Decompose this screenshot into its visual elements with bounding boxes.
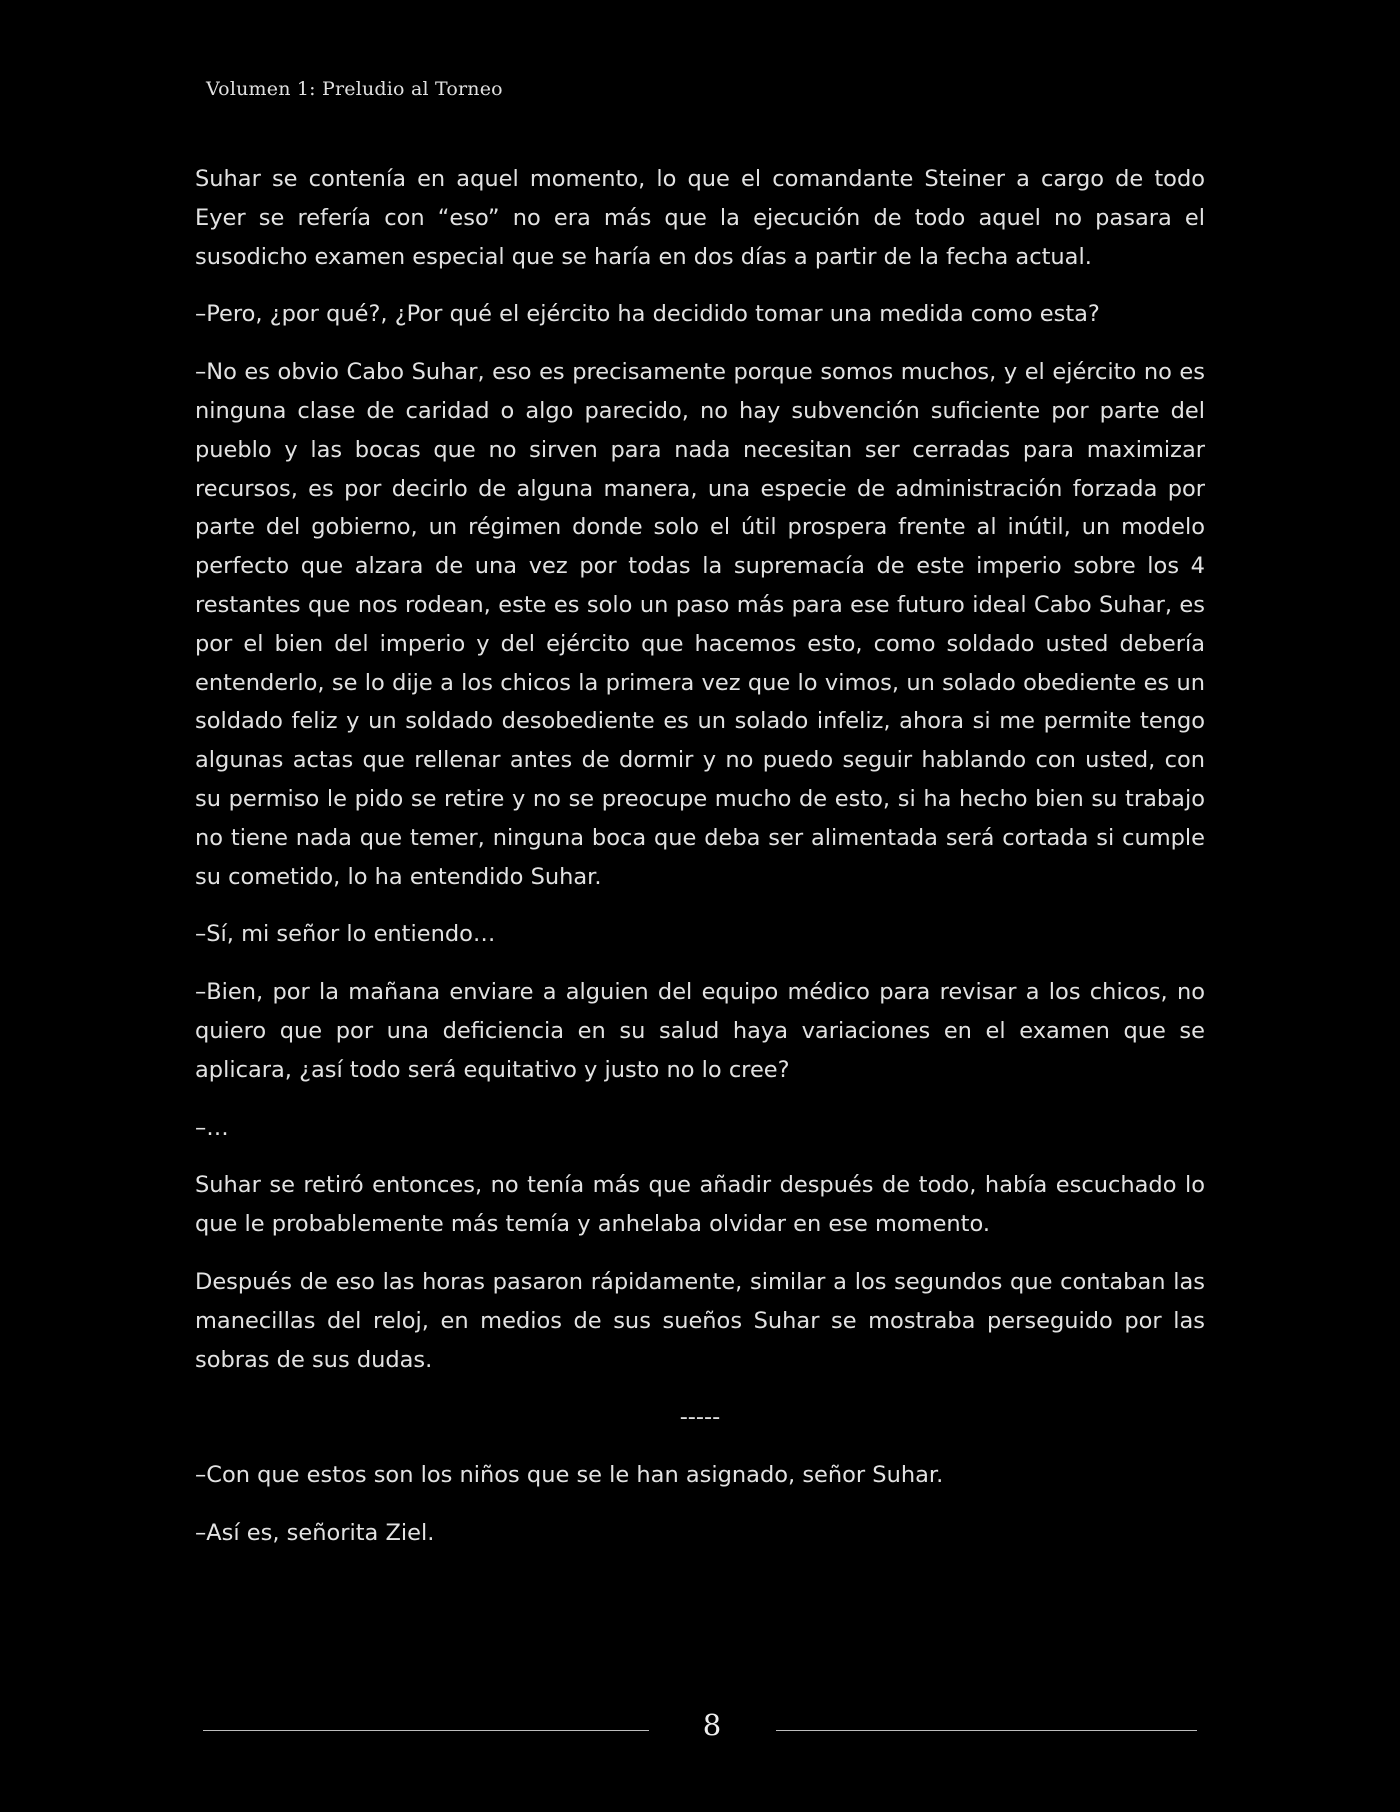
dialogue-line: –No es obvio Cabo Suhar, eso es precisamente porque somos muchos, y el ejército no es ninguna clase de caridad o algo parecido, no hay subvención suficiente por parte del pueblo y las bocas que no sirven para nada necesitan ser cerradas para maximizar recursos, es por decirlo de alguna manera, una especie de administración forzada por parte del gobierno, un régimen donde solo el útil prospera frente al inútil, un modelo perfecto que alzara de una vez por todas la supremacía de este imperio sobre los 4 restantes que nos rodean, este es solo un paso más para ese futuro ideal Cabo Suhar, es por el bien del imperio y del ejército que hacemos esto, como soldado usted debería entenderlo, se lo dije a los chicos la primera vez que lo vimos, un solado obediente es un soldado feliz y un soldado desobediente es un solado infeliz, ahora si me permite tengo algunas actas que rellenar antes de dormir y no puedo seguir hablando con usted, con su permiso le pido se retire y no se preocupe mucho de esto, si ha hecho bien su trabajo no tiene nada que temer, ninguna boca que deba ser alimentada será cortada si cumple su cometido, lo ha entendido Suhar. bbox=[195, 359, 1205, 890]
running-header: Volumen 1: Preludio al Torneo bbox=[206, 78, 503, 100]
dialogue-line: –Con que estos son los niños que se le han asignado, señor Suhar. bbox=[195, 1462, 944, 1489]
footer-rule-right bbox=[776, 1730, 1197, 1731]
dialogue-line: –Sí, mi señor lo entiendo… bbox=[195, 921, 496, 948]
dialogue-line: –Bien, por la mañana enviare a alguien del equipo médico para revisar a los chicos, no quiero que por una deficiencia en su salud haya variaciones en el examen que se aplicara, ¿así todo será equitativo y justo no lo cree? bbox=[195, 979, 1205, 1083]
body-text bbox=[195, 160, 1205, 1572]
footer-rule-left bbox=[203, 1730, 649, 1731]
paragraph: Suhar se contenía en aquel momento, lo que el comandante Steiner a cargo de todo Eyer se refería con “eso” no era más que la ejecución de todo aquel no pasara el susodicho examen especial que se haría en dos días a partir de la fecha actual. bbox=[195, 166, 1205, 270]
paragraph: Suhar se retiró entonces, no tenía más que añadir después de todo, había escuchado lo que le probablemente más temía y anhelaba olvidar en ese momento. bbox=[195, 1172, 1205, 1238]
dialogue-line: –Pero, ¿por qué?, ¿Por qué el ejército ha decidido tomar una medida como esta? bbox=[195, 301, 1100, 328]
paragraph: Después de eso las horas pasaron rápidamente, similar a los segundos que contaban las manecillas del reloj, en medios de sus sueños Suhar se mostraba perseguido por las sobras de sus dudas. bbox=[195, 1268, 1205, 1373]
dialogue-line: –… bbox=[195, 1114, 229, 1141]
scene-separator: ----- bbox=[679, 1404, 721, 1431]
dialogue-line: –Así es, señorita Ziel. bbox=[195, 1519, 435, 1546]
page-footer bbox=[0, 1708, 1400, 1748]
page-number: 8 bbox=[702, 1708, 722, 1742]
